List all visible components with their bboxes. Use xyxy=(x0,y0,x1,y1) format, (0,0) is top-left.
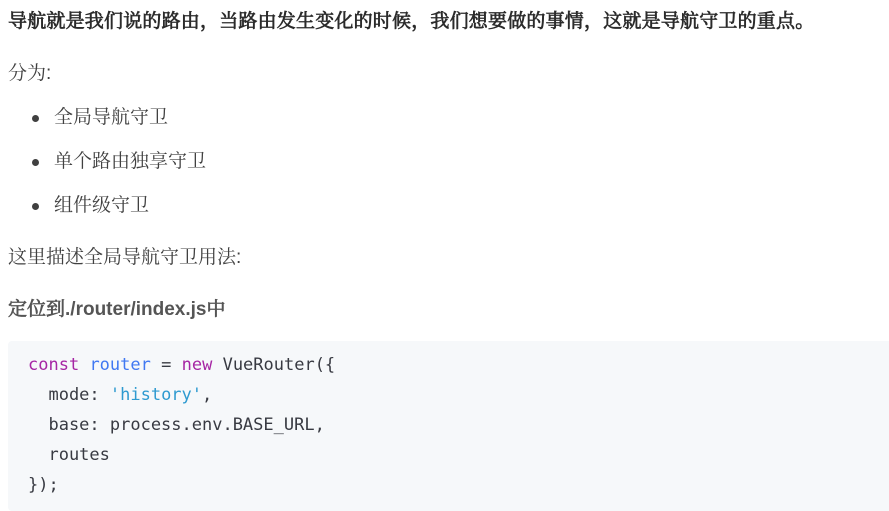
constructor-call: VueRouter({ xyxy=(222,355,336,375)
locate-paragraph xyxy=(8,294,226,321)
code-line-1 xyxy=(28,355,335,375)
list-item xyxy=(0,192,206,236)
intro-paragraph: 导航就是我们说的路由，当路由发生变化的时候，我们想要做的事情，这就是导航守卫的重点。 xyxy=(8,11,815,32)
bullet-icon xyxy=(32,115,39,122)
guard-type-list xyxy=(0,104,206,236)
list-item-label: 全局导航守卫 xyxy=(54,107,169,128)
list-item xyxy=(0,148,206,192)
list-item-label: 单个路由独享守卫 xyxy=(54,151,207,172)
list-item-label: 组件级守卫 xyxy=(54,195,150,216)
operator-equals: = xyxy=(161,355,172,375)
description-paragraph: 这里描述全局导航守卫用法: xyxy=(8,247,242,268)
variable-router: router xyxy=(89,355,151,375)
code-block xyxy=(8,341,889,511)
code-line-2 xyxy=(28,385,212,405)
keyword-new: new xyxy=(181,355,213,375)
mode-key: mode: xyxy=(28,385,110,405)
code-line-4: routes xyxy=(28,445,110,465)
divide-label: 分为: xyxy=(8,63,52,84)
locate-suffix: 中 xyxy=(206,299,226,320)
bullet-icon xyxy=(32,159,39,166)
keyword-const: const xyxy=(28,355,80,375)
mode-value-string: 'history' xyxy=(109,385,203,405)
list-item xyxy=(0,104,206,148)
locate-prefix: 定位到 xyxy=(8,299,66,320)
line-end-comma: , xyxy=(202,385,213,405)
file-path: ./router/index.js xyxy=(65,299,207,320)
code-line-5: }); xyxy=(28,475,59,495)
code-line-3: base: process.env.BASE_URL, xyxy=(28,415,325,435)
bullet-icon xyxy=(32,203,39,210)
